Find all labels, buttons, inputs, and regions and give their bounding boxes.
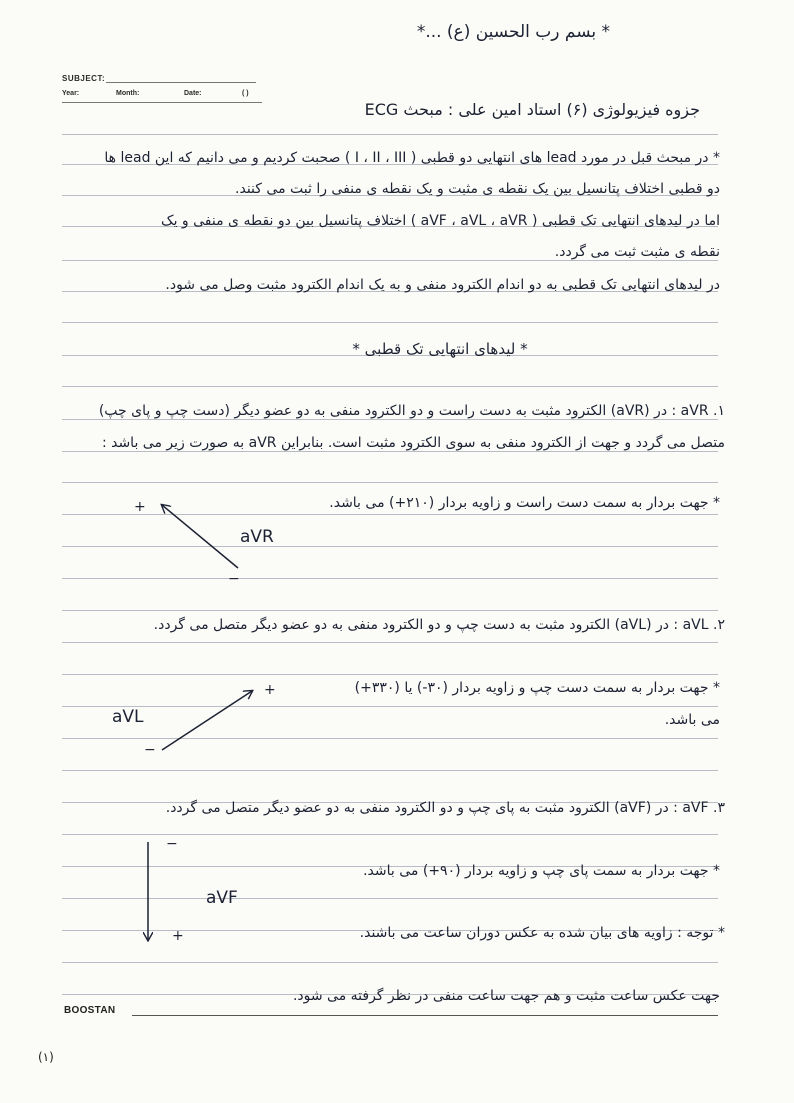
avr-vector-figure bbox=[134, 499, 274, 587]
item-number: ۳. bbox=[713, 800, 725, 816]
year-label: Year: bbox=[62, 90, 80, 97]
avr-figure-label: aVR bbox=[240, 527, 274, 547]
avl-figure-label: aVL bbox=[112, 707, 144, 727]
paragraph-line: اما در لیدهای انتهایی تک قطبی ( aVF ، aVL ، aVR ) اختلاف پتانسیل بین دو نقطه ی منفی و یک bbox=[161, 213, 720, 229]
subject-label: SUBJECT: bbox=[62, 74, 106, 83]
item-text: aVR : در (aVR) الکترود مثبت به دست راست و دو الکترود منفی به دو عضو دیگر (دست چپ و پای چپ) bbox=[98, 403, 709, 419]
paragraph-line: * در مبحث قبل در مورد lead های انتهایی دو قطبی ( I ، II ، III ) صحبت کردیم و می دانیم که این lead ها bbox=[104, 150, 720, 166]
brand-label: BOOSTAN bbox=[64, 1005, 116, 1016]
footer-line bbox=[132, 1015, 718, 1016]
item-number: ۲. bbox=[713, 617, 725, 633]
item-avr-line: متصل می گردد و جهت از الکترود منفی به سوی الکترود مثبت است. بنابراین aVR به صورت زیر می باشد : bbox=[101, 435, 725, 451]
item-text: aVL : در (aVL) الکترود مثبت به دست چپ و دو الکترود منفی به دو عضو دیگر متصل می گردد. bbox=[153, 617, 709, 633]
avl-minus: − bbox=[144, 742, 156, 758]
avr-minus: − bbox=[228, 571, 240, 587]
date-parens: ( ) bbox=[242, 90, 249, 97]
avf-figure-label: aVF bbox=[206, 888, 238, 908]
paragraph-line: نقطه ی مثبت ثبت می گردد. bbox=[554, 244, 720, 260]
avf-vector-figure bbox=[148, 836, 238, 944]
lesson-title: جزوه فیزیولوژی (۶) استاد امین علی : مبحث ECG bbox=[364, 100, 700, 119]
paragraph-line: دو قطبی اختلاف پتانسیل بین یک نقطه ی مثبت و یک نقطه ی منفی را ثبت می کنند. bbox=[235, 181, 720, 197]
avf-minus: − bbox=[166, 836, 178, 852]
closing-note: جهت عکس ساعت مثبت و هم جهت ساعت منفی در نظر گرفته می شود. bbox=[292, 988, 720, 1004]
avl-arrow bbox=[162, 691, 252, 750]
month-label: Month: bbox=[116, 90, 140, 97]
section-heading: * لیدهای انتهایی تک قطبی * bbox=[352, 340, 528, 358]
page-title: * بسم رب الحسین (ع) ...* bbox=[416, 22, 610, 42]
paragraph-line: در لیدهای انتهایی تک قطبی به دو اندام الکترود منفی و به یک اندام الکترود مثبت وصل می شود. bbox=[165, 277, 720, 293]
avl-note-end: می باشد. bbox=[664, 712, 720, 728]
avl-vector-figure bbox=[112, 682, 276, 758]
item-text: aVF : در (aVF) الکترود مثبت به پای چپ و دو الکترود منفی به دو عضو دیگر متصل می گردد. bbox=[165, 800, 709, 816]
item-number: ۱. bbox=[713, 403, 725, 419]
closing-note: * توجه : زاویه های بیان شده به عکس دوران ساعت می باشند. bbox=[359, 925, 725, 941]
avr-note: * جهت بردار به سمت دست راست و زاویه بردار (۲۱۰+) می باشد. bbox=[329, 495, 720, 511]
avf-plus: + bbox=[172, 928, 184, 944]
avr-plus: + bbox=[134, 499, 146, 515]
page-number: (۱) bbox=[38, 1050, 54, 1064]
avf-note: * جهت بردار به سمت پای چپ و زاویه بردار (۹۰+) می باشد. bbox=[363, 863, 720, 879]
date-label: Date: bbox=[184, 90, 202, 97]
avl-plus: + bbox=[264, 682, 276, 698]
avl-note: * جهت بردار به سمت دست چپ و زاویه بردار (۳۰-) یا (۳۳۰+) bbox=[354, 680, 720, 696]
avr-arrow bbox=[162, 505, 238, 568]
